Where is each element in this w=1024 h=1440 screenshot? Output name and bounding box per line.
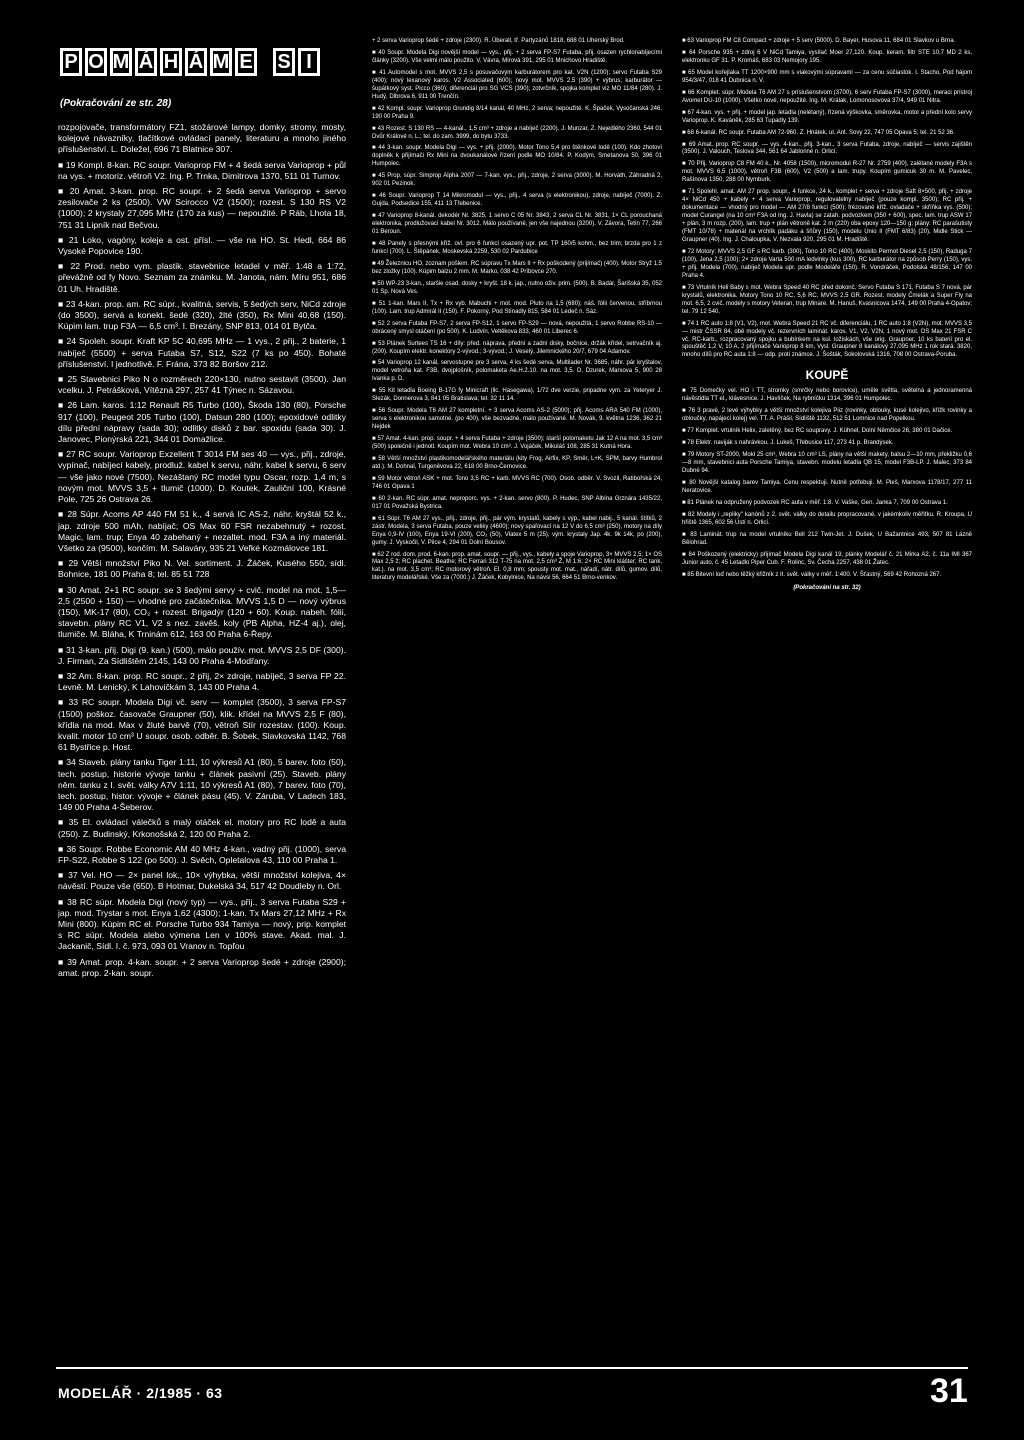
classified-ad: ■ 62 Z rod. dom. prod. 6-kan. prop. amat. soupr. — přij., vys., kabely a spoje Varioprop, 3× MVVS 2,5; 1× OS Max 2,5 ž; RC plachet. Beathe; RC Ferrari 312 T-75 na mot. 2,5 cm³ Ž, M 1:6; 2× RC Mini klášter; RC tank, kat.). na mot. 3,5 cm³; RC motorový větroň. El. 0,8 mm; spousty mot. mat., nářadí, nátr. dílů, gumov. dílů, literatury modelářské. Vše za (7000.) J. Žáček, Kobylnice, Na návsi 56, 664 51 Brno-venkov. <box>372 552 662 584</box>
section-heading: KOUPĚ <box>805 368 849 383</box>
section-logo <box>60 48 320 76</box>
classified-ad: ■ 38 RC súpr. Modela Digi (nový typ) — vys., přij., 3 serva Futaba S29 + jap. mod. Trystar s mot. Enya 1,62 (4300); 1-kan. Tx Mars 27,12 MHz + Rx Mini (800). Kúpim RC el. Porsche Turbo 934 Tamiya — nový, prip. komplet s RC súpr. Modela alebo výmena Len v 100% stave. Akad. mal. J. Jackanič, Sídl. I. č. 973, 093 01 Vranov n. Topľou <box>58 897 346 953</box>
logo-letter: H <box>160 48 182 76</box>
classified-ad: ■ 28 Súpr. Acoms AP 440 FM 51 k., 4 servá IC AS-2, náhr. kryštál 52 k., jap. zdroje 500 mAh, nabíjač; OS Max 60 FSR nezabehnutý + rozost. Magic, lam. trup; Enya 40 zabehaný + nezaltet. mod. F3A a iný materiál. Všetko za (9500), končím. M. Salaváry, 935 21 Veľké Kozmálovce 181. <box>58 509 346 554</box>
classified-ad: ■ 37 Vel. HO — 2× panel lok., 10× výhybka, větší množství kolejiva, 4× návěstí. Pouze vše (650). B Hotmar, Dukelská 34, 517 42 Doudleby n. Orl. <box>58 870 346 892</box>
classified-ad: ■ 54 Varioprop 12 kanál, servostupne pre 3 serva, 4 ks šedé serva, Multilader Nr. 3685, náhr. pár kryštalov, model vetroňa kat. F3B, dvojplošník, polomaketa Ae.H.2.10. na mot. 3,5. D. Dzurek, Marxova 5, 900 28 Ivanka p. D. <box>372 360 662 384</box>
classified-ad: ■ 64 Porsche 935 + zdroj 6 V NiCd Tamiya, vysílač Moer 27,120. Koup. keram. filtr STE 10,7 MD 2 ks, elektronku GF 31. P. Kromáš, 683 03 Nemojory 195. <box>682 50 972 66</box>
classified-ad: ■ 76 3 pravé, 2 levé výhybky a větší množství kolejiva Piiz (rovinky, oblouky, kusé kolejivo, křížk rovinky a obloučky, napájecí kolej) vel. TT. A. Prášil, Sídliště 1132, 512 51 Lomnice nad Popelkou. <box>682 408 972 424</box>
continued-on-note: (Pokračování na str. 32) <box>793 585 861 592</box>
classified-ad: ■ 29 Větší množství Piko N. Vel. sortiment. J. Žáček, Kusého 550, sídl. Bohnice, 181 00 Praha 8; tel. 85 51 728 <box>58 558 346 580</box>
classified-ad: ■ 26 Lam. karos. 1:12 Renault R5 Turbo (100), Škoda 130 (80), Porsche 917 (100), Peugeot 205 Turbo (100), Datsun 280 (100); epoxidové odlitky dílu přední nápravy (sada 30); odlitky disků z bar. spoxidu (sada 30). J. Janovec, Pionýrská 221, 344 01 Domažlice. <box>58 400 346 445</box>
classified-ad: ■ 22 Prod. nebo vym. plastik. stavebnice letadel v měř. 1:48 a 1:72, převážně od fy Novo. Seznam za známku. M. Janota, nám. Míru 951, 686 01 Uh. Hradiště. <box>58 261 346 295</box>
classified-ad: ■ 42 Kompl. soupr. Varioprop Grundig 8/14 kanál, 40 MHz, 2 serva; nepoužité. K. Špaček, Vysočanská 246, 190 00 Praha 9. <box>372 106 662 122</box>
classified-ad: ■ 21 Loko, vagóny, koleje a ost. přísl. — vše na HO. St. Hedl, 664 86 Vysoké Popovice 190. <box>58 235 346 257</box>
logo-letter: S <box>273 48 295 76</box>
classified-ad: rozpojovače, transformátory FZ1, stožárové lampy, domky, stromy, mosty, kolejové návazníky, tlačítkové ovládací panely, literaturu a mnoho jiného příslušenství. L. Doležel, 696 71 Blatnice 307. <box>58 122 346 155</box>
classified-ad: ■ 48 Panely s přesnými kříž. ovl. pro 6 funkcí osazený upr. pot. TP 160/5 kohm., bez trim; brzda pro 1 z funkcí (700). L. Štěpánek, Moskevská 2259, 530 02 Pardubice <box>372 241 662 257</box>
column-2 <box>372 38 662 1368</box>
classified-ad: ■ 27 RC soupr. Varioprop Exzellent T 3014 FM ses 40 — vys., přij., zdroje, vypínač, nabíjecí kabely, prodluž. kabel k servu, náhr. kabel k servu, 6 serv — vše jako nové (7500). Nezáštaný RC model typu Oscar, rozp. 1,4 m, s novým mot. MVVS 3,5 + tlumič (1000). D. Koutek, Zauliční 100, Krásné Pole, 725 26 Ostrava 26. <box>58 449 346 505</box>
classified-ad: ■ 24 Spoleh. soupr. Kraft KP 5C 40,695 MHz — 1 vys., 2 přij., 2 baterie, 1 nabíječ (5500) + serva Futaba S7, S12, S22 (7 ks po 450). Bohaté příslušenství. I jednotlivě. F. Frána, 373 82 Boršov 212. <box>58 336 346 370</box>
classified-ad: ■ 63 Varioprop FM C8 Compact + zdroje + 5 serv (5000). D. Bayer, Husova 11, 684 01 Slavkov u Brna. <box>682 38 972 46</box>
classified-ad: ■ 72 Motory: MVVS 2,5 GF s RC karb. (300), Tono 10 RC (400), Moskito Permot Diesel 2,5 (150), Raduga 7 (100), Jena 2,5 (100); 2× zdroje Varta 500 mA ledvinky (kus 300), RC karburátor na způsob Perry (150), vys. + přij. Modela (700), nabíječ Modela upr. podle Modeláře (150). R. Vondráček, Podolská 48/156, 147 00 Praha 4. <box>682 249 972 281</box>
classified-ad: ■ 74 1 RC auto 1:8 (V1, V2), mot. Webra Speed 21 RC vč. diferenciálu, 1 RC auto 1:8 (V2N), mot. MVVS 3,5 — mistr ČSSR 84, obě modely vč. rezervních laminát. karos. V1, V2, V2N, 1 nový mot. OS Max 21 FSR C vč. RC-karb., rozpracovaný spojku a bubínkem na kul. ložiskách, vše orig. Graupner, 10 ks baterií pro el. spouštěč 1,2 V, 10 A, 2 přijímače Varioprop 8 km, Vysl. Graupner 8 kanálový 27,095 MHz 1 rok stará. 3820, mnoho dílů pro RC auta 1:8 — odp. proti známce. J. Šošták, Sokolovská 1316, 708 00 Ostrava-Poruba. <box>682 321 972 361</box>
classified-ad: ■ 40 Soupr. Modela Digi novější model — vys., přij. + 2 serva FP-S7 Futaba, přij. osazen rychlonabíjecími články (3200). Vše velmi málo použito. V. Vávra, Mírová 391, 295 01 Mnichovo Hradiště. <box>372 50 662 66</box>
column-3 <box>682 38 972 1368</box>
classified-ad: ■ 23 4-kan. prop. am. RC súpr., kvalitná, servis, 5 šedých serv, NiCd zdroje (do 3500), servá a konekt. šedé (320), žlté (350), Rx Mini 40,68 (150). Kúpim lam. trup F3A — 6,5 cm³. I. Brezány, SNP 813, 014 01 Bytča. <box>58 299 346 333</box>
logo-letter: Á <box>135 48 157 76</box>
classified-ad: ■ 75 Domečky vel. HO i TT, stromky (smrčky nebo borovice), uměle světla, světelná a jednoramenná návěstidla TT el., klávesnice. J. Havlíček, Na rybníčku 1314, 396 01 Humpolec. <box>682 388 972 404</box>
classified-ad: ■ 51 1-kan. Mars II, Tx + Rx vyb. Mabuchi + mot. mod. Pluto na 1,5 (680); náš. fólii červenou, stříbrnou (100). Lam. trup Admirál II (150). F. Pokorný, Pod Stínadly 815, 584 01 Ledeč n. Sáz. <box>372 301 662 317</box>
classified-ad: ■ 61 Súpr. T6 AM 27 vys., přij., zdroje, přij., pár vým. krystalů, kabely s výp., kabel nabij., 5 kanál. štítků, 2 zástr. Modela, 3 serva Futaba, pouze veliky (4600); nový spaľovací na 12 V do 6,5 cm³ (250), motory na díly Enya 0,9-IV (100), Enya 19-VI (200), CO₂ (50), Vlatex 5 m (25), vým. krystaly Jap. 4k. 9k 14k, po (200), gumy. J. Vyskočil, V. Pilce 4, 294 01 Dolní Bousov. <box>372 516 662 548</box>
classified-ad: ■ 49 Železnicu HO, zoznam pošlem. RC súpravu Tx Mars II + Rx poškodený (prijímač) (400). Motor Stryž 1,5 bez zložky (100). Kúpim balzu 2 mm. M. Marko, 038 42 Príbovce 270. <box>372 261 662 277</box>
classified-ad: ■ 57 Amat. 4-kan. prop. soupr. + 4 serva Futaba + zdroje (3500); starší polomaketu Jak 12 A na mot. 3,5 cm³ (500) společně i jednotl. Koupím mot. Webra 10 cm³. J. Vojáček, Mikuláš 108, 285 31 Kutná Hora. <box>372 436 662 452</box>
page-number: 31 <box>930 1372 968 1410</box>
magazine-issue: MODELÁŘ · 2/1985 · 63 <box>58 1385 223 1401</box>
classified-ad: ■ 69 Amat. prop. RC soupr. — vys. 4-kan., přij. 3-kan., 3 serva Futaba, zdroje, nabíječ — servis zajištěn (3500). J. Valouch, Teslova 344, 561 64 Jablonné n. Orlicí. <box>682 142 972 158</box>
classified-ad: ■ 30 Amat. 2+1 RC soupr. se 3 šedými servy + cvič. model na mot. 1,5—2,5 (2500 + 150) — vhodné pro začátečníka. MVVS 1,5 D — nový výbrus (150), MK-17 (80), CO₂ + rozest. Brigadýr (120 + 60). Koup. nabeh. fólii, stavebn. plány RC V1, V2 s nez. zavěš. koly (PB Alpha, HZ-4 aj.), olej, tlumiče. M. Bláha, K Trninám 612, 163 00 Praha 6-Řepy. <box>58 585 346 641</box>
column-1 <box>58 122 346 983</box>
classified-ad: ■ 35 El. ovládací válečků s malý otáček el. motory pro RC lodě a auta (250). Z. Budinský, Krkonošská 2, 120 00 Praha 2. <box>58 817 346 839</box>
classified-ad: ■ 52 2 serva Futaba FP-S7, 2 serva FP-S12, 1 servo FP-S29 — nová, nepoužitá, 1 servo Robbe RS-10 — obrácený smysl otáčení (po 500). K. Ludvín, Veltěkova 833, 460 01 Liberec 6. <box>372 321 662 337</box>
classified-ad: ■ 34 Staveb. plány tanku Tiger 1:11, 10 výkresů A1 (80), 5 barev. foto (50), tech. postup, historie vývoje tanku + článek pasivní (25). Staveb. plány něm. tanku z I. svět. války A7V 1:11, 10 výkresů A1 (80), 7 barev. foto (70), tech. postup, histor. vývoje + článek pásu (45). V. Záruba, V Ladech 183, 149 00 Praha 4-Šeberov. <box>58 757 346 813</box>
classified-ad: ■ 59 Motor větroň ASK + mot. Tono 3,5 RC + karb. MVVS RC (700). Osob. odběr. V. Svozil, Ratibořská 24, 746 01 Opava 1 <box>372 476 662 492</box>
footer-rule <box>56 1367 968 1369</box>
classified-ad: ■ 67 4-kan. vys. + přij. + model jap. letadla (nelétaný), řízená výškovka, směrovka, motor a přední kolo servy Varioprop. K. Kaváněk, 285 63 Tupadly 139. <box>682 110 972 126</box>
classified-ad: ■ 60 2-kan. RC súpr. amat. neproporc. vys. + 2-kan. servo (800). P. Hudec, SNP Albína Grznára 1435/22, 017 01 Považská Bystrica. <box>372 496 662 512</box>
classified-ad: ■ 58 Větší množství plastikomodelářského materiálu (kity Frog, Airfix, KP, Směr, L+K, SPM, barvy Humbrol atd.). M. Dohnal, Turgeněvova 22, 618 00 Brno-Černovice. <box>372 456 662 472</box>
classified-ad: ■ 84 Poškozený (elektricky) přijímač Modela Digi kanál 19, plánky Modelář č. 21 Mirka A2, č. 11a IMI 367 Junior auto, č. 45 Letadlo Piper Cub. F. Rolinc, Sv. Čecha 2257, 438 01 Žatec. <box>682 552 972 568</box>
classified-ad: ■ 68 6-kanál. RC soupr. Futaba AM 72-960. Z. Hnátek, ul. Ant. Sovy 22, 747 05 Opava 5; tel. 21 52 36. <box>682 130 972 138</box>
classified-ad: ■ 43 Rozest. S 130 RS — 4-kanál., 1,5 cm³ + zdroje a nabíječ (2200). J. Munzar, Z. Nejedlého 2360, 544 01 Dvůr Králové n. L.; tel. do zam. 3999, do bytu 3733. <box>372 126 662 142</box>
classified-ad: ■ 85 Bitevní loď nebo těžký křižník z II. svět. války v měř. 1:400. V. Šťastný, 569 42 Rohozná 267. <box>682 572 972 580</box>
classified-ad: ■ 46 Soupr. Varioprop T 14 Mikromodul — vys., přij., 4 serva (s elektronikou), zdroje, nabíječ (7000). Z. Gujda, Podsedice 155, 411 13 Třebenice. <box>372 193 662 209</box>
classified-ad: + 2 serva Varioprop šedé + zdroje (2300). R. Überall, tř. Partyzánů 1818, 688 01 Uherský Brod. <box>372 38 625 44</box>
classified-ad: ■ 73 Vrtulník Heli Baby s mot. Webra Speed 40 RC před dokonč. Servo Futaba S 171, Futaba S 7 nová, pár krystalů, elektronika. Motory Tono 10 RC, 5,6 RC, MVVS 2,5 GR. Rozest. modely Čmelák a Super Fly na mot. 6,5, 2 cvič. modely s motory Veteran, trup Minare. M. Hanuš, Kvasnicova 1474, 149 00 Praha 4-Opatov; tel. 79 12 540. <box>682 285 972 317</box>
classified-ad: ■ 19 Kompl. 8-kan. RC soupr. Varioprop FM + 4 šedá serva Varioprop + půl na vys. + motoriz. větroň V2. Ing. P. Trnka, Dimitrova 1370, 511 01 Turnov. <box>58 160 346 182</box>
classified-ad: ■ 31 3-kan. přij. Digi (9. kan.) (500), málo použív. mot. MVVS 2,5 DF (300). J. Firman, Za Sídlištěm 2145, 143 00 Praha 4-Modřany. <box>58 645 346 667</box>
classified-ad: ■ 82 Modely i „repliky" kanónů z 2. svět. války do detailu propracované, v jakémkoliv měřítku. R. Kroupa, U hřiště 1365, 602 56 Ústí n. Orlicí. <box>682 512 972 528</box>
classified-ad: ■ 56 Soupr. Modela T6 AM 27 kompletní. + 3 serva Acoms AS-2 (5000); přij. Acoms ARA 540 FM (1000), serva s elektronikou samotné. (po 400), vše bezvadné, málo používané. M. Novák, 9. května 1236, 362 21 Nejdek <box>372 408 662 432</box>
classified-ad: ■ 32 Am. 8-kan. prop. RC soupr., 2 přij, 2× zdroje, nabíječ, 3 serva FP 22. Levně. M. Lenický, K Lahovičkám 3, 143 00 Praha 4. <box>58 671 346 693</box>
classified-ad: ■ 20 Amat. 3-kan. prop. RC soupr. + 2 šedá serva Varioprop + servo zesilovače 2 ks (2500). VW Scirocco V2 (1500); rozest. S 130 RS V2 (1000); 2 krystaly 27,095 MHz (170 za kus) — nepoužité. P Ráb, Lhota 18, 751 31 Lipník nad Bečvou. <box>58 186 346 231</box>
classified-ad: ■ 78 Elektr. naviják s nahrávkou. J. Lukeš, Třebusice 117, 273 41 p. Brandýsek. <box>682 440 972 448</box>
classified-ad: ■ 36 Soupr. Robbe Economic AM 40 MHz 4-kan., vadný přij. (1000), serva FP-S22, Robbe S 122 (po 500). J. Svěch, Opletalova 43, 110 00 Praha 1. <box>58 844 346 866</box>
classified-ad: ■ 44 3-kan. soupr. Modela Digi — vys. + přij. (2000). Motor Tono 5,4 pro štěnkové lodě (100). Kdo zhotoví doplněk k přijímači Rx Mini na dvoukanálové řízení podle MO 10/84. P. Kodým, Smetanova 50, 396 01 Humpolec. <box>372 145 662 169</box>
classified-ad: ■ 33 RC soupr. Modela Digi vč. serv — komplet (3500), 3 serva FP-S7 (1500) poškoz. časovače Graupner (50), klik. křídel na MVVS 2,5 F (80), křídla na mod. Max v žluté barvě (70), větroň Stír rozestav. (100). Koup. kvalit. motor 10 cm³ U soupr. osob. odběr. B. Šobek, Slavkovská 1142, 768 61 Bystřice p. Host. <box>58 697 346 753</box>
classified-ad: ■ 70 Přij. Varioprop C8 FM 40 k., Nr. 4058 (1500), micromodul R-27 Nr. 2759 (400), zalétané modely F3A s mot. MVVS 6,5 (1000), větroň F3B (600), V2 (500) a lam. trupy. Koupím gumicuk 30 m. M. Pavelec, Rašínova 1350, 288 00 Nymburk. <box>682 161 972 185</box>
classified-ad: ■ 80 Novější katalog barev Tamiya. Cenu respektuji. Nutně potřebuji. M. Pleš, Marxova 1178/17, 277 11 Neratovice. <box>682 480 972 496</box>
logo-letter: I <box>298 48 320 76</box>
classified-ad: ■ 79 Motory ST-2000, Mokl 25 cm³, Webra 10 cm³ LS, plány na větší makety, balsu 2—10 mm, překližku 0,6—8 mm, stavebnici auta Porsche Tamiya, stavebn. modelu letadla QB 15, model F3B-LP. J. Malec, 373 84 Dubné 94. <box>682 452 972 476</box>
classified-ad: ■ 81 Plánek na odpružený podvozek RC auta v měř. 1:8. V. Vaške, Gen. Janka 7, 709 00 Ostrava 1. <box>682 500 972 508</box>
classified-ad: ■ 53 Plánek Surtees TS 16 + díly: před. náprava, přední a zadní disky, bočnice, držák křídel, setrvačník aj. (200). Koupím elektr. konektory 2-vývod.; 3-vývod.; J. Veselý, Jilemnického 20/7, 679 04 Adamov. <box>372 341 662 357</box>
classified-ad: ■ 47 Varioprop 8-kanál. dekodér Nr. 3825, 1 servo C 05 Nr. 3843, 2 serva CL Nr. 3831, 1× CL porouchaná elektronika, prodlužovací kabel Nr. 3012. Málo používané, jen vše najednou (3200). V. Závora, Tetín 77, 266 01 Beroun. <box>372 213 662 237</box>
classified-ad: ■ 55 Kit letadla Boeing B-17G fy Minicraft (llc. Hasegawa), 1/72 dve verzie, pripadne vym. za Yeteryer J. Slezák, Donnerova 3, 841 05 Bratislava; tel. 32 11 14. <box>372 388 662 404</box>
logo-letter: O <box>85 48 107 76</box>
logo-letter: E <box>235 48 257 76</box>
classified-ad: ■ 45 Prop. súpr. Simprop Alpha 2007 — 7-kan. vys., přij., zdroje, 2 serva (3000). M. Horváth, Záhradná 2, 902 01 Pezinok. <box>372 173 662 189</box>
logo-letter: M <box>210 48 232 76</box>
classified-ad: ■ 71 Spolehl. amat. AM 27 prop. soupr., 4 funkce, 24 k., komplet + serva + zdroje Saft 8×500, přij. + zdroje 4× NiCd 450 + kabely + 4 serva Varioprop, regulovatelný nabíječ (pouze kompl. 3500); RC přij. + dokumentace — vhodný pro model — AM 27/8 funkcí (500); frézované kříž. ovladače + skříňka vys. (500); model Curangel (na 10 cm³ F3A od Ing. J. Havla) se zatah. podvozkem (350 + 600), spec. lam. trup ASW 17 + plán, 3 m rozp. (200), lam. trup + plán větroně kat. 2 m (220) oba epoxy 120—150 g; plány: RC parašutisty (FMT 10/78) + materiál na vrchlík padáku a šňůry (150), modelu Unio II (FMT 6/83) (20), Midle Stick — Graupner (40). Ing. J. Chaloupka, V. Nezvala 920, 295 01 M. Hradiště. <box>682 189 972 245</box>
classified-ad: ■ 25 Stavebnici Piko N o rozměrech 220×130, nutno sestavit (3500). Jan vcelku. J. Petrášková, Vítězná 297, 257 41 Týnec n. Sázavou. <box>58 374 346 396</box>
classified-ad: ■ 41 Automodel s mot. MVVS 2,5 s posuvačovým karburátorem pro kat. V2N (1200); servo Futaba S29 (400); nový lexanový karos. V2 Associated (600); nový mot. MVVS 2,5 (390) + výbrus; karburátor — šupátkový syst. Picco (360); diferenciál pro SG VCS (390); zotvrčník, spojka komplet viz MO 11/84 (280). J. Hudý, Dlbrova 6, 911 00 Trenčín. <box>372 70 662 102</box>
continued-from-note: (Pokračování ze str. 28) <box>60 98 172 109</box>
logo-letter: M <box>110 48 132 76</box>
classified-ad: ■ 66 Komplet. súpr. Modela T6 AM 27 s príslušenstvom (3700), 6 serv Futaba FP-S7 (3000), meraci prístroj Avomet DU-10 (1000). Všetko nové, nepoužité. Ing. M. Králak, Lomonosovova 37/4, 949 01 Nitra. <box>682 90 972 106</box>
classified-ad: ■ 77 Komplet. vrtulník Helix, zaletěný, bez RC soupravy. J. Kühnel, Dolní Němčice 26, 380 01 Dačice. <box>682 428 972 436</box>
classified-ad: ■ 50 WP-23 3-kan., staršie osad. dosky + kryšt. 18 k. jap., nutno oživ. prim. (500). B. Badár, Šarišská 35, 052 01 Sp. Nová Ves. <box>372 281 662 297</box>
classified-ad: ■ 39 Amat. prop. 4-kan. soupr. + 2 serva Varioprop šedé + zdroje (2900); amat. prop. 2-kan. soupr. <box>58 957 346 979</box>
logo-letter: P <box>60 48 82 76</box>
logo-letter: Á <box>185 48 207 76</box>
classified-ad: ■ 83 Laminát. trup na model vrtulníku Bell 212 Twin-Jet. J. Dušek, U Bažantnice 493, 507 81 Lázně Bělohrad. <box>682 532 972 548</box>
classified-ad: ■ 65 Model kořejlaka TT 1200×900 mm s viakovými súpravami — za cenu súčiastok. I. Stacho, Pod hájom 954/3/47, 018 41 Dubnica n. V. <box>682 70 972 86</box>
